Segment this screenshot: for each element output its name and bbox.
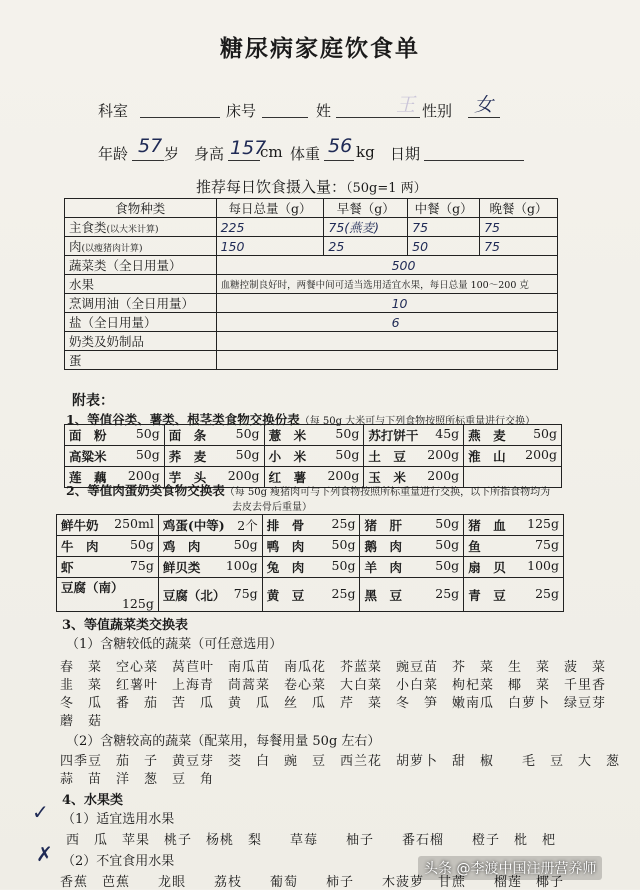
meat-breakfast: 25 <box>324 237 408 256</box>
veg-row <box>65 256 558 275</box>
grain-food-name: 淮 山 <box>468 449 506 464</box>
grain-food-name: 玉 米 <box>368 470 406 485</box>
height-unit: cm <box>260 143 283 161</box>
grain-food-name: 面 粉 <box>69 428 107 443</box>
cross-mark-icon: ✗ <box>36 842 53 866</box>
meat-cell <box>158 536 262 557</box>
intake-header-row <box>65 199 558 218</box>
staple-total: 225 <box>216 218 324 237</box>
meat-dinner: 75 <box>480 237 558 256</box>
height-value: 157 <box>230 137 267 159</box>
intake-table <box>64 198 558 370</box>
meat-row <box>57 536 564 557</box>
grain-food-name: 面 条 <box>168 428 207 443</box>
salt-row <box>65 313 558 332</box>
meat-food-name: 鲜牛奶 <box>61 518 99 533</box>
meat-food-name: 青 豆 <box>468 587 506 603</box>
meat-cell <box>360 515 464 536</box>
veg-low-row-4: 蘑 菇 <box>60 714 103 729</box>
meat-food-amount: 2个 <box>237 518 258 533</box>
veg-title: 3、等值蔬菜类交换表 <box>62 618 189 633</box>
name-value: 王 <box>396 94 416 116</box>
meat-label: 肉 <box>69 239 82 254</box>
fruit-row <box>65 275 558 294</box>
meat-cell <box>158 515 262 536</box>
grain-food-amount: 45g <box>435 426 460 441</box>
intake-heading-text: 推荐每日饮食摄入量： <box>196 178 347 196</box>
grain-food-amount: 200g <box>525 447 557 462</box>
meat-lunch: 50 <box>408 237 480 256</box>
grain-food-name: 芋 头 <box>168 470 207 485</box>
date-underline <box>424 160 524 161</box>
grain-cell <box>164 425 264 446</box>
meat-food-name: 排 骨 <box>266 518 305 533</box>
staple-breakfast: 75(燕麦) <box>324 218 408 237</box>
grain-food-name: 燕 麦 <box>468 428 506 443</box>
salt-value: 6 <box>216 313 557 332</box>
meat-row <box>57 578 564 612</box>
grain-cell <box>65 425 165 446</box>
fruit-label: 水果 <box>65 275 217 294</box>
grain-title: 1、等值谷类、薯类、根茎类食物交换份表 <box>66 412 300 427</box>
page-title: 糖尿病家庭饮食单 <box>220 35 420 62</box>
meat-food-name: 黄 豆 <box>266 587 305 603</box>
fruit-sub-bad: （2）不宜食用水果 <box>62 854 175 869</box>
appendix-title: 附表： <box>72 393 114 409</box>
grain-food-amount: 50g <box>135 426 160 441</box>
grain-food-amount: 200g <box>327 468 360 483</box>
grain-food-amount: 200g <box>427 468 460 483</box>
meat-food-name: 猪 血 <box>468 518 506 533</box>
name-underline <box>336 117 420 118</box>
fruit-sub-ok: （1）适宜选用水果 <box>62 812 175 827</box>
veg-high-row-2: 蒜 苗 洋 葱 豆 角 <box>60 772 215 787</box>
grain-food-amount: 200g <box>227 468 260 483</box>
grain-cell <box>464 446 562 467</box>
weight-value: 56 <box>328 135 353 157</box>
meat-food-amount: 25g <box>435 585 460 601</box>
bed-underline <box>262 117 308 118</box>
meat-food-amount: 75g <box>129 558 154 573</box>
header-daily-total: 每日总量（g） <box>216 199 324 218</box>
meat-row <box>65 237 558 256</box>
meat-cell <box>262 578 360 612</box>
veg-value: 500 <box>216 256 557 275</box>
grain-food-name: 薏 米 <box>268 428 307 443</box>
meat-food-name: 猪 肝 <box>364 518 402 533</box>
meat-row <box>57 557 564 578</box>
veg-sub-high: （2）含糖较高的蔬菜（配菜用，每餐用量 50g 左右） <box>66 734 381 749</box>
grain-food-amount: 50g <box>533 426 557 441</box>
meat-food-amount: 50g <box>233 537 258 552</box>
dairy-value <box>216 332 557 351</box>
grain-cell <box>264 425 364 446</box>
veg-low-row-1: 春 菜 空心菜 莴苣叶 南瓜苗 南瓜花 芥蓝菜 豌豆苗 芥 菜 生 菜 菠 菜 <box>60 660 607 675</box>
meat-food-name: 牛 肉 <box>61 539 99 554</box>
grain-cell <box>364 446 464 467</box>
height-underline <box>228 160 260 161</box>
meat-cell <box>57 578 159 612</box>
staple-label-cell <box>65 218 217 237</box>
meat-cell <box>262 515 360 536</box>
grain-table-body <box>65 425 562 488</box>
veg-high-row-1: 四季豆 茄 子 黄豆芽 茭 白 豌 豆 西兰花 胡萝卜 甜 椒 毛 豆 大 葱 <box>60 754 621 769</box>
intake-heading <box>196 176 427 197</box>
date-label: 日期 <box>390 145 421 163</box>
salt-label: 盐（全日用量） <box>65 313 217 332</box>
age-label: 年龄 <box>98 145 129 163</box>
staple-row <box>65 218 558 237</box>
watermark: 头条 @李渡中国注册营养师 <box>418 856 602 880</box>
age-underline <box>132 160 164 161</box>
age-value: 57 <box>138 135 163 157</box>
meat-note-2: 去皮去骨后重量） <box>232 502 312 513</box>
meat-food-amount: 125g <box>121 596 154 611</box>
gender-label: 性别 <box>422 102 453 120</box>
meat-row <box>57 515 564 536</box>
veg-label: 蔬菜类（全日用量） <box>65 256 217 275</box>
meat-food-amount: 250ml <box>114 516 154 531</box>
meat-food-name: 兔 肉 <box>266 560 305 575</box>
meat-food-amount: 50g <box>435 516 460 531</box>
meat-table-body <box>57 515 564 612</box>
intake-note: （50g=1 两） <box>346 181 427 196</box>
meat-section-heading <box>66 481 550 499</box>
grain-table <box>64 424 562 488</box>
meat-food-amount: 75g <box>233 585 258 601</box>
header-breakfast: 早餐（g） <box>324 199 408 218</box>
grain-food-name: 苏打饼干 <box>368 428 419 443</box>
egg-label: 蛋 <box>65 351 217 370</box>
name-label: 姓 <box>316 102 332 120</box>
grain-cell <box>264 446 364 467</box>
grain-food-name: 红 薯 <box>268 470 307 485</box>
meat-food-amount: 100g <box>225 558 258 573</box>
fruit-bad-row: 香蕉 芭蕉 龙眼 荔枝 葡萄 柿子 木菠萝 甘蔗 榴莲 椰子 <box>60 875 565 890</box>
meat-food-name: 鸡蛋(中等) <box>162 518 225 533</box>
meat-food-name: 鱼 <box>468 539 481 554</box>
meat-food-name: 鹅 肉 <box>364 539 402 554</box>
dairy-row <box>65 332 558 351</box>
meat-food-name: 鸭 肉 <box>266 539 305 554</box>
meat-note: (以瘦猪肉计算) <box>81 244 143 254</box>
oil-label: 烹调用油（全日用量） <box>65 294 217 313</box>
grain-food-amount: 50g <box>135 447 160 462</box>
veg-sub-low: （1）含糖较低的蔬菜（可任意选用） <box>66 637 283 652</box>
grain-row <box>65 446 562 467</box>
meat-food-amount: 75g <box>535 537 559 552</box>
header-lunch: 中餐（g） <box>408 199 480 218</box>
veg-low-row-3: 冬 瓜 番 茄 苦 瓜 黄 瓜 丝 瓜 芹 菜 冬 笋 嫩南瓜 白萝卜 绿豆芽 <box>60 696 607 711</box>
dairy-label: 奶类及奶制品 <box>65 332 217 351</box>
grain-food-name: 小 米 <box>268 449 307 464</box>
dept-label: 科室 <box>98 102 129 120</box>
meat-food-amount: 50g <box>435 537 460 552</box>
age-unit: 岁 <box>164 145 180 163</box>
fruit-ok-row: 西 瓜 苹果 桃子 杨桃 梨 草莓 柚子 番石榴 橙子 枇 杷 <box>66 833 557 848</box>
meat-food-amount: 50g <box>435 558 460 573</box>
grain-note: （每 50g 大米可与下列食物按照所标重量进行交换） <box>299 416 536 427</box>
meat-food-amount: 50g <box>331 558 356 573</box>
meat-cell <box>464 578 564 612</box>
meat-food-amount: 25g <box>331 585 356 601</box>
staple-dinner: 75 <box>480 218 558 237</box>
grain-food-amount: 200g <box>427 447 460 462</box>
grain-cell <box>464 425 562 446</box>
meat-food-amount: 100g <box>527 558 559 573</box>
meat-cell <box>464 515 564 536</box>
grain-food-name: 荞 麦 <box>168 449 207 464</box>
meat-note-1: （每 50g 瘦猪肉可与下列食物按照所标重量进行交换，以下所指食物均为 <box>224 487 551 498</box>
meat-food-amount: 125g <box>527 516 559 531</box>
meat-food-name: 羊 肉 <box>364 560 402 575</box>
meat-cell <box>57 557 159 578</box>
grain-food-name: 高粱米 <box>69 449 107 464</box>
grain-food-amount: 50g <box>335 426 360 441</box>
meat-label-cell <box>65 237 217 256</box>
veg-low-row-2: 韭 菜 红薯叶 上海青 茼蒿菜 卷心菜 大白菜 小白菜 枸杞菜 椰 菜 千里香 <box>60 678 607 693</box>
meat-cell <box>158 578 262 612</box>
gender-value: 女 <box>474 94 494 116</box>
meat-food-amount: 25g <box>535 585 559 601</box>
meat-table <box>56 514 564 612</box>
fruit-note: 血糖控制良好时，两餐中间可适当选用适宜水果，每日总量 100～200 克 <box>216 275 557 294</box>
meat-cell <box>464 536 564 557</box>
fruit-title: 4、水果类 <box>62 793 124 808</box>
header-dinner: 晚餐（g） <box>480 199 558 218</box>
meat-food-amount: 25g <box>331 516 356 531</box>
grain-food-amount: 50g <box>235 426 260 441</box>
grain-food-amount: 200g <box>127 468 160 483</box>
meat-food-name: 虾 <box>61 560 74 575</box>
grain-food-name: 土 豆 <box>368 449 406 464</box>
meat-food-name: 豆腐（北） <box>162 587 226 603</box>
weight-unit: kg <box>356 143 375 161</box>
meat-cell <box>360 578 464 612</box>
meat-cell <box>360 536 464 557</box>
meat-food-amount: 50g <box>331 537 356 552</box>
grain-food-name: 莲 藕 <box>69 470 107 485</box>
header-food-type: 食物种类 <box>65 199 217 218</box>
meat-cell <box>158 557 262 578</box>
meat-food-name: 扇 贝 <box>468 560 506 575</box>
meat-food-name: 黑 豆 <box>364 587 402 603</box>
weight-underline <box>324 160 354 161</box>
weight-label: 体重 <box>290 145 321 163</box>
meat-cell <box>262 536 360 557</box>
meat-food-name: 鸡 肉 <box>162 539 201 554</box>
oil-row <box>65 294 558 313</box>
grain-cell <box>364 425 464 446</box>
dept-underline <box>140 117 220 118</box>
egg-row <box>65 351 558 370</box>
grain-food-amount: 50g <box>335 447 360 462</box>
bed-label: 床号 <box>226 102 257 120</box>
height-label: 身高 <box>194 145 225 163</box>
grain-cell <box>164 446 264 467</box>
grain-row <box>65 425 562 446</box>
grain-cell <box>65 446 165 467</box>
oil-value: 10 <box>216 294 557 313</box>
staple-label: 主食类 <box>69 220 107 235</box>
meat-cell <box>360 557 464 578</box>
meat-food-name: 鲜贝类 <box>162 560 201 575</box>
staple-note: (以大米计算) <box>106 225 159 235</box>
meat-title: 2、等值肉蛋奶类食物交换表 <box>66 483 225 498</box>
staple-lunch: 75 <box>408 218 480 237</box>
gender-underline <box>468 117 500 118</box>
check-mark-icon: ✓ <box>32 800 49 824</box>
meat-cell <box>262 557 360 578</box>
egg-value <box>216 351 557 370</box>
meat-cell <box>464 557 564 578</box>
meat-cell <box>57 536 159 557</box>
grain-food-amount: 50g <box>235 447 260 462</box>
meat-total: 150 <box>216 237 324 256</box>
meat-food-name: 豆腐（南） <box>61 580 124 595</box>
meat-cell <box>57 515 159 536</box>
meat-food-amount: 50g <box>129 537 154 552</box>
